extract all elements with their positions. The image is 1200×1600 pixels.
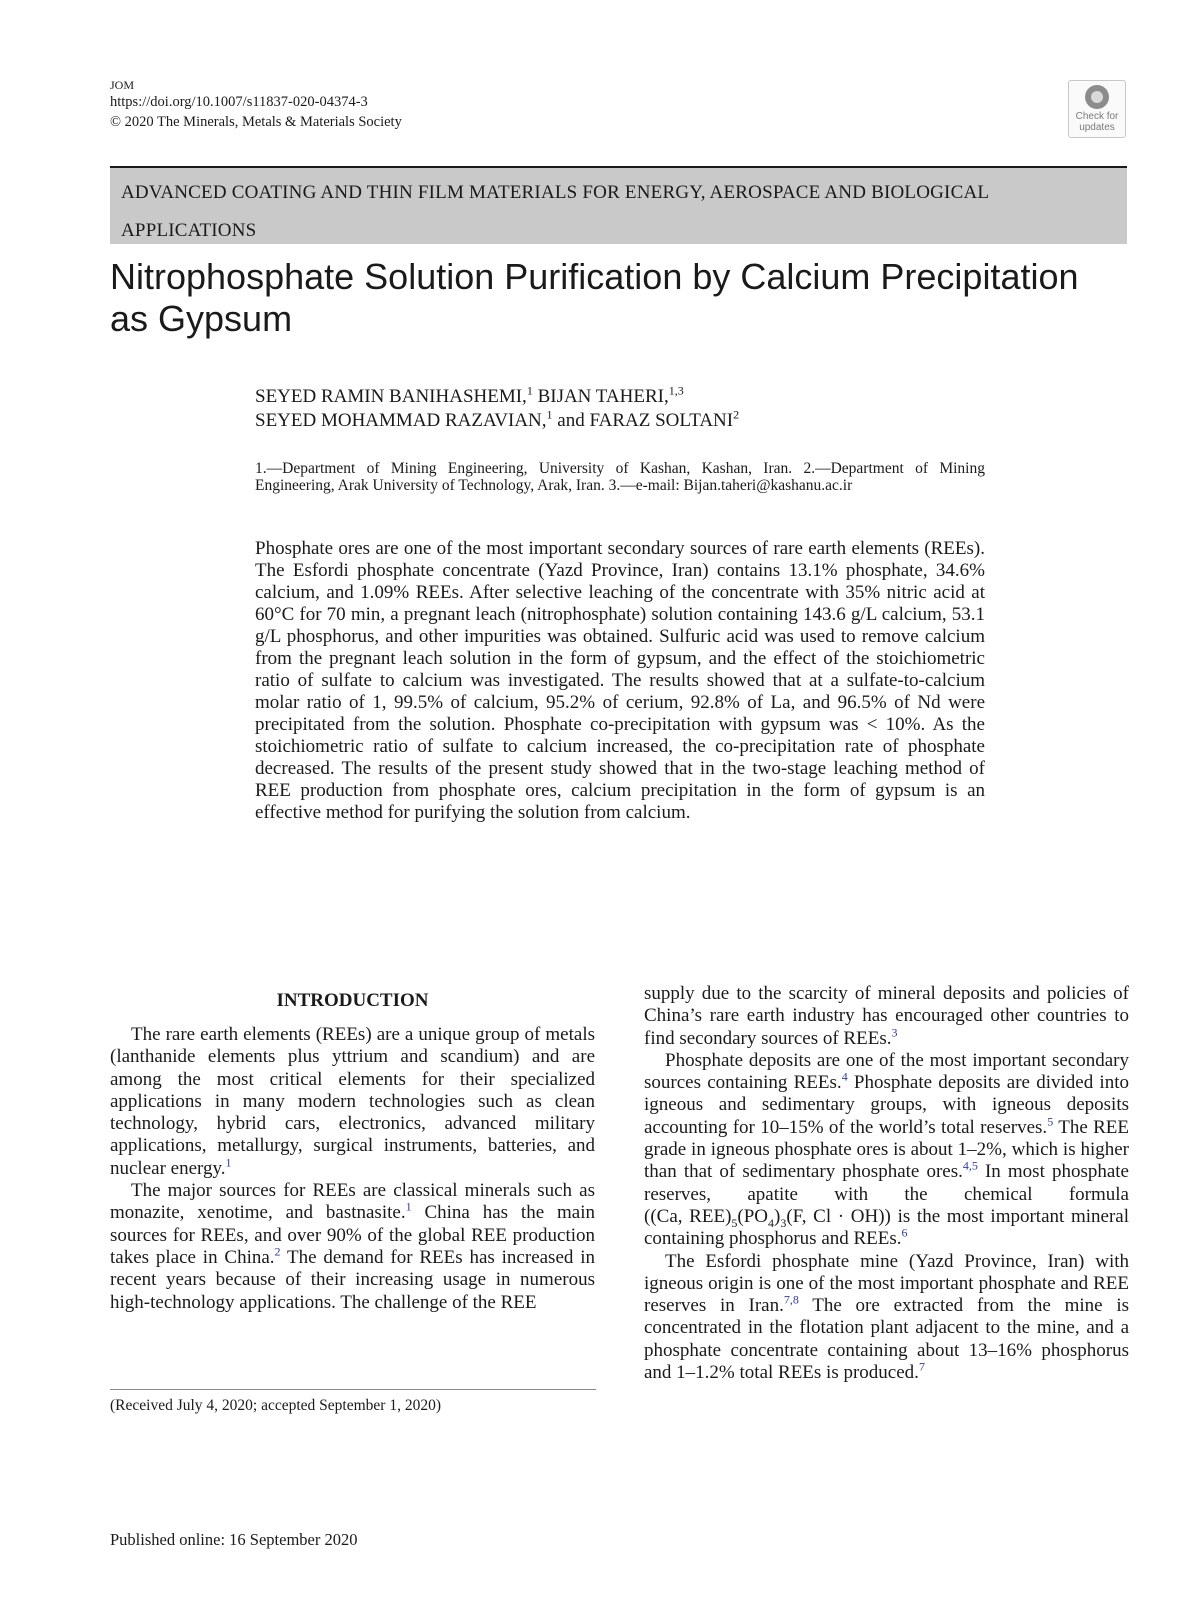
right-column bbox=[644, 983, 1129, 1384]
footnote-divider bbox=[110, 1389, 596, 1390]
citation-link[interactable]: 1 bbox=[225, 1155, 232, 1170]
copyright-line: © 2020 The Minerals, Metals & Materials Society bbox=[110, 114, 402, 130]
paragraph-text: is the most important mineral containing phosphorus and REEs. bbox=[644, 1205, 1130, 1250]
citation-link[interactable]: 6 bbox=[901, 1225, 908, 1240]
citation-link[interactable]: 4,5 bbox=[962, 1159, 978, 1174]
received-dates: (Received July 4, 2020; accepted September 1, 2020) bbox=[110, 1397, 441, 1414]
abstract-text: Phosphate ores are one of the most important secondary sources of rare earth elements (REEs). The Esfordi phosphate concentrate (Yazd Province, Iran) contains 13.1% phosphate, 34.6% calcium, and 1.09% REEs. After selective leaching of the concentrate with 35% nitric acid at 60°C for 70 min, a pregnant leach (nitrophosphate) solution containing 143.6 g/L calcium, 53.1 g/L phosphorus, and other impurities was obtained. Sulfuric acid was used to remove calcium from the pregnant leach solution in the form of gypsum, and the effect of the stoichiometric ratio of sulfate to calcium was investigated. The results showed that at a sulfate-to-calcium molar ratio of 1, 99.5% of calcium, 95.2% of cerium, 92.8% of La, and 96.5% of Nd were precipitated from the solution. Phosphate co-precipitation with gypsum was < 10%. As the stoichiometric ratio of sulfate to calcium increased, the co-precipitation rate of phosphate decreased. The results of the present study showed that in the two-stage leaching method of REE production from phosphate ores, calcium precipitation in the form of gypsum is an effective method for purifying the solution from calcium. bbox=[255, 538, 985, 823]
doi-link[interactable]: https://doi.org/10.1007/s11837-020-04374-3 bbox=[110, 94, 368, 110]
paragraph-text: Phosphate deposits are one of the most important secondary sources containing REEs. bbox=[644, 1049, 1129, 1094]
citation-link[interactable]: 2 bbox=[274, 1244, 281, 1259]
paragraph-text: The major sources for REEs are classical minerals such as monazite, xenotime, and bastnasite. bbox=[110, 1180, 595, 1224]
citation-link[interactable]: 7,8 bbox=[783, 1292, 799, 1307]
badge-line-1: Check for bbox=[1075, 111, 1119, 122]
badge-line-2: updates bbox=[1079, 122, 1115, 133]
citation-link[interactable]: 3 bbox=[891, 1025, 898, 1040]
apatite-formula bbox=[644, 1205, 891, 1230]
citation-link[interactable]: 7 bbox=[918, 1359, 925, 1374]
author-affil-sup: 1,3 bbox=[668, 383, 684, 398]
author-line-2 bbox=[255, 409, 739, 433]
paragraph-text: The ore extracted from the mine is concentrated in the flotation plant adjacent to the mine, and a phosphate concentrate containing about 13–16% phosphorus and 1–1.2% total REEs is produced. bbox=[644, 1295, 1129, 1384]
formula-part: ) bbox=[774, 1205, 781, 1227]
author-affil-sup: 1 bbox=[526, 383, 533, 398]
paragraph-text: In most phosphate reserves, apatite with the chemical formula bbox=[644, 1161, 1129, 1205]
paragraph-text: The Esfordi phosphate mine (Yazd Province, Iran) with igneous origin is one of the most important phosphate and REE reserves in Iran. bbox=[644, 1250, 1129, 1317]
published-online: Published online: 16 September 2020 bbox=[110, 1530, 358, 1549]
author-name: BIJAN TAHERI, bbox=[532, 386, 669, 407]
abstract bbox=[255, 538, 985, 824]
check-updates-icon bbox=[1085, 85, 1109, 109]
citation-link[interactable]: 4 bbox=[841, 1069, 848, 1084]
author-list bbox=[255, 385, 739, 433]
paragraph-text: China has the main sources for REEs, and over 90% of the global REE production takes place in China. bbox=[110, 1202, 595, 1268]
formula-part: (F, Cl · OH)) bbox=[786, 1205, 891, 1227]
article-meta bbox=[110, 78, 402, 132]
badge-label bbox=[1076, 111, 1119, 133]
section-heading-introduction: INTRODUCTION bbox=[276, 990, 429, 1011]
left-column bbox=[110, 990, 595, 1314]
formula-part: ((Ca, REE) bbox=[644, 1205, 732, 1227]
citation-link[interactable]: 1 bbox=[405, 1200, 412, 1215]
affiliations: 1.—Department of Mining Engineering, University of Kashan, Kashan, Iran. 2.—Department of Mining Engineering, Arak University of Technology, Arak, Iran. 3.—e-mail: Bijan.taheri@kashanu.ac.ir bbox=[255, 460, 985, 494]
citation-link[interactable]: 5 bbox=[1047, 1114, 1054, 1129]
check-for-updates-badge[interactable] bbox=[1068, 80, 1126, 138]
author-affil-sup: 1 bbox=[546, 407, 553, 422]
paragraph-text: The REE grade in igneous phosphate ores is about 1–2%, which is higher than that of sedimentary phosphate ores. bbox=[644, 1116, 1129, 1183]
formula-part: (PO bbox=[737, 1205, 769, 1227]
paragraph-text: Phosphate deposits are divided into igneous and sedimentary groups, with igneous deposits accounting for 10–15% of the world’s total reserves. bbox=[644, 1072, 1129, 1138]
intro-paragraph-3 bbox=[644, 1050, 1129, 1251]
continued-paragraph bbox=[644, 983, 1129, 1050]
paragraph-text: The rare earth elements (REEs) are a unique group of metals (lanthanide elements plus yttrium and scandium) and are among the most critical elements for their specialized applications in many modern technologies such as clean technology, hybrid cars, electronics, advanced military applications, metallurgy, surgical instruments, batteries, and nuclear energy. bbox=[110, 1024, 595, 1179]
intro-paragraph-2 bbox=[110, 1180, 595, 1314]
author-name: SEYED MOHAMMAD RAZAVIAN, bbox=[255, 410, 547, 431]
paragraph-text: The demand for REEs has increased in recent years because of their increasing usage in numerous high-technology applications. The challenge of the REE bbox=[110, 1246, 595, 1313]
intro-paragraph-4 bbox=[644, 1251, 1129, 1385]
author-line-1 bbox=[255, 385, 739, 409]
formula-subscript: 5 bbox=[731, 1215, 738, 1230]
section-band bbox=[110, 166, 1127, 244]
intro-paragraph-1 bbox=[110, 1024, 595, 1180]
article-title: Nitrophosphate Solution Purification by Calcium Precipitation as Gypsum bbox=[110, 256, 1079, 339]
formula-subscript: 3 bbox=[780, 1215, 787, 1230]
author-affil-sup: 2 bbox=[733, 407, 740, 422]
formula-subscript: 4 bbox=[768, 1215, 775, 1230]
section-label: ADVANCED COATING AND THIN FILM MATERIALS FOR ENERGY, AEROSPACE AND BIOLOGICAL APPLICATIONS bbox=[121, 182, 989, 241]
author-name: SEYED RAMIN BANIHASHEMI, bbox=[255, 386, 527, 407]
author-name: and FARAZ SOLTANI bbox=[552, 410, 734, 431]
paragraph-text: supply due to the scarcity of mineral deposits and policies of China’s rare earth industry has encouraged other countries to find secondary sources of REEs. bbox=[644, 983, 1129, 1049]
journal-name: JOM bbox=[110, 78, 135, 92]
